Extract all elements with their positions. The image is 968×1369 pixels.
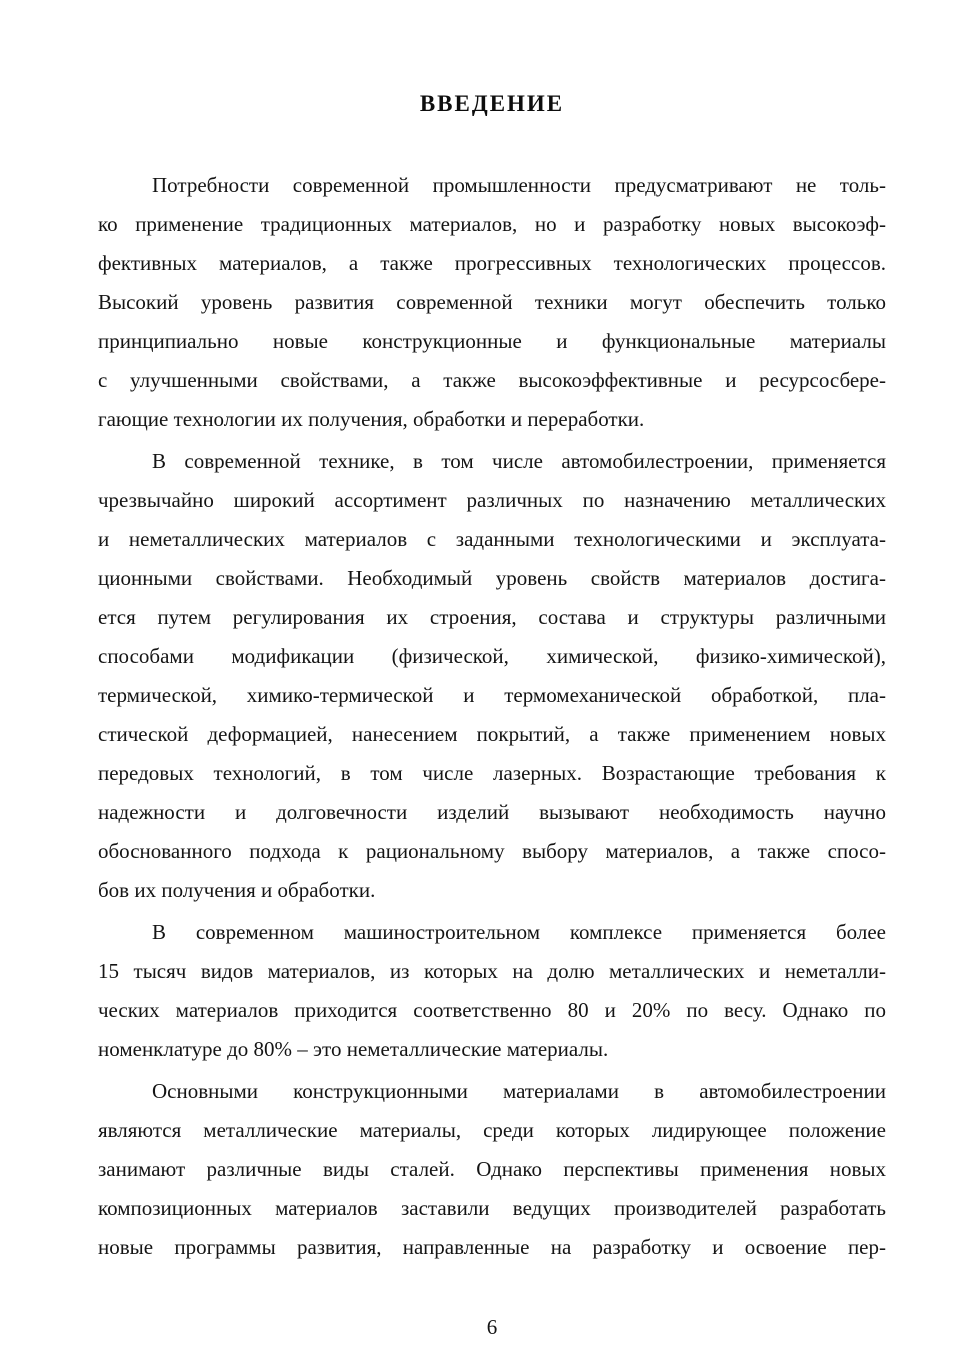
page-title: ВВЕДЕНИЕ [419,91,565,116]
text-line: надежности и долговечности изделий вызывают необходимость научно [98,800,886,824]
text-line: бов их получения и обработки. [98,878,376,902]
text-line: занимают различные виды сталей. Однако перспективы применения новых [98,1157,886,1181]
text-line: композиционных материалов заставили ведущих производителей разработать [98,1196,886,1220]
text-line: передовых технологий, в том числе лазерных. Возрастающие требования к [98,761,886,785]
paragraph [98,442,886,910]
text-line: В современном машиностроительном комплексе применяется более [152,920,886,944]
text-line: способами модификации (физической, химической, физико-химической), [98,644,886,668]
text-line: фективных материалов, а также прогрессивных технологических процессов. [98,251,886,275]
text-line: принципиально новые конструкционные и функциональные материалы [98,329,886,353]
text-line: стической деформацией, нанесением покрытий, а также применением новых [98,722,886,746]
text-line: чрезвычайно широкий ассортимент различных по назначению металлических [98,488,886,512]
paragraph [98,1072,886,1267]
text-line: являются металлические материалы, среди которых лидирующее положение [98,1118,886,1142]
text-line: Высокий уровень развития современной техники могут обеспечить только [98,290,886,314]
text-line: ется путем регулирования их строения, состава и структуры различными [98,605,886,629]
text-line: ко применение традиционных материалов, но и разработку новых высокоэф- [98,212,886,236]
text-line: 15 тысяч видов материалов, из которых на долю металлических и неметалли- [98,959,886,983]
paragraph [98,913,886,1069]
text-line: гающие технологии их получения, обработки и переработки. [98,407,645,431]
text-line: новые программы развития, направленные на разработку и освоение пер- [98,1235,886,1259]
text-line: В современной технике, в том числе автомобилестроении, применяется [152,449,886,473]
page-number: 6 [486,1315,498,1339]
text-line: термической, химико-термической и термомеханической обработкой, пла- [98,683,886,707]
paragraphs [98,166,886,1267]
text-line: и неметаллических материалов с заданными технологическими и эксплуата- [98,527,886,551]
text-line: номенклатуре до 80% – это неметаллические материалы. [98,1037,609,1061]
text-line: с улучшенными свойствами, а также высокоэффективные и ресурсосбере- [98,368,886,392]
text-line: Основными конструкционными материалами в автомобилестроении [152,1079,886,1103]
text-line: обоснованного подхода к рациональному выбору материалов, а также спосо- [98,839,886,863]
paragraph [98,166,886,439]
text-line: Потребности современной промышленности предусматривают не толь- [152,173,886,197]
text-line: ческих материалов приходится соответственно 80 и 20% по весу. Однако по [98,998,886,1022]
text-line: ционными свойствами. Необходимый уровень свойств материалов достига- [98,566,886,590]
